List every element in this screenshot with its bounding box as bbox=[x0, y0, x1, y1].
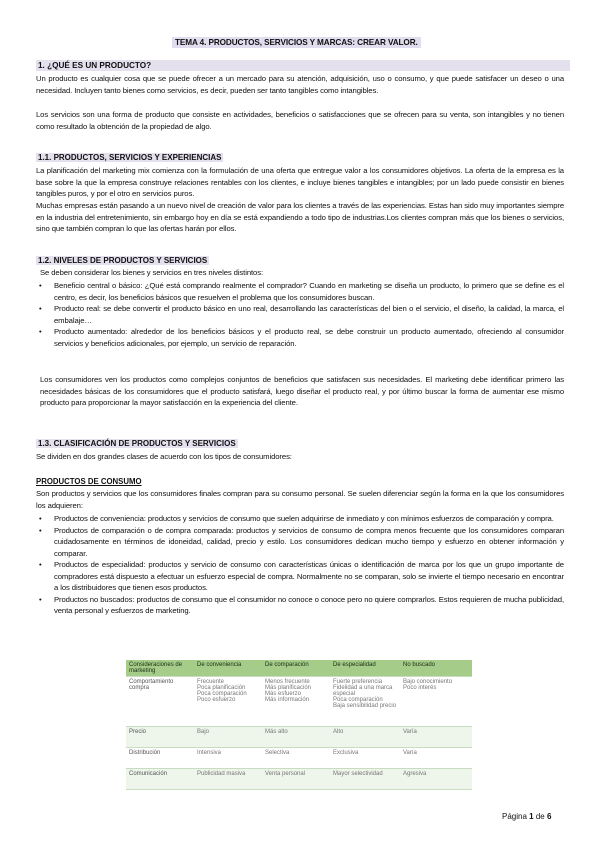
page-label: Página bbox=[502, 812, 527, 821]
table-cell: Distribución bbox=[126, 748, 194, 769]
list-item-text: Producto real: se debe convertir el producto básico en uno real, desarrollando las características del bien o el servicio, el diseño, la calidad, la marca, el embalaje… bbox=[54, 304, 564, 325]
list-item-text: Productos de conveniencia: productos y servicios de consumo que suelen adquirirse de inmediato y con mínimos esfuerzos de comparación y compra. bbox=[54, 514, 554, 523]
table-cell: Mayor selectividad bbox=[330, 769, 400, 790]
table-cell: Comportamiento compra bbox=[126, 677, 194, 727]
list-item bbox=[36, 594, 564, 617]
table-cell: Intensiva bbox=[194, 748, 262, 769]
paragraph: Los servicios son una forma de producto que consiste en actividades, beneficios o satisfacciones que se ofrecen para su venta, son intangibles y no tienen como resultado la obtención de la propiedad de algo. bbox=[36, 110, 564, 131]
bullet: • bbox=[39, 281, 42, 290]
table-cell: Alto bbox=[330, 727, 400, 748]
document-title: TEMA 4. PRODUCTOS, SERVICIOS Y MARCAS: CREAR VALOR. bbox=[172, 37, 421, 48]
table-cell: Selectiva bbox=[262, 748, 330, 769]
table-cell: Comunicación bbox=[126, 769, 194, 790]
page-of: de bbox=[535, 812, 545, 821]
table-cell: Frecuente Poca planificación Poca comparación Poco esfuerzo bbox=[194, 677, 262, 727]
section-heading-clasificacion bbox=[36, 439, 238, 448]
paragraph: Un producto es cualquier cosa que se puede ofrecer a un mercado para su atención, adquisición, uso o consumo, y que puede satisfacer un deseo o una necesidad. Incluyen tanto bienes como servicios, es decir, pueden ser tanto tangibles como intangibles. bbox=[36, 74, 564, 95]
list-item bbox=[36, 280, 564, 303]
table-header: De especialidad bbox=[330, 660, 400, 677]
section-heading-que-es-producto: 1. ¿QUÉ ES UN PRODUCTO? bbox=[36, 60, 570, 71]
list-item bbox=[36, 513, 564, 525]
table-row bbox=[126, 727, 472, 748]
list-item bbox=[36, 303, 564, 326]
subheading-productos-consumo: PRODUCTOS DE CONSUMO bbox=[36, 477, 142, 486]
table-row bbox=[126, 769, 472, 790]
list-item-text: Beneficio central o básico: ¿Qué está comprando realmente el comprador? Cuando en marketing se diseña un producto, lo primero que se define es el centro, es decir, los beneficios básicos que resuelven el problema que los consumidores buscan. bbox=[54, 281, 564, 302]
list-item-text: Productos de especialidad: productos y servicio de consumo con características únicas o identificación de marca por los que un grupo importante de compradores está dispuesto a efectuar un esfuerzo especial de compra. Normalmente no se comparan, solo se invierte el tiempo necesario en encontrar a los distribuidores que tienen esos productos. bbox=[54, 560, 564, 592]
bullet: • bbox=[39, 304, 42, 313]
heading-text: 1.3. CLASIFICACIÓN DE PRODUCTOS Y SERVICIOS bbox=[38, 439, 236, 448]
table-cell: Bajo conocimiento Poco interés bbox=[400, 677, 472, 727]
table-cell: Varía bbox=[400, 727, 472, 748]
table-header: Consideraciones de marketing bbox=[126, 660, 194, 677]
bullet-list-niveles bbox=[36, 280, 564, 349]
section-heading-productos-servicios-experiencias bbox=[36, 153, 223, 162]
table-header: De conveniencia bbox=[194, 660, 262, 677]
paragraph: Muchas empresas están pasando a un nuevo nivel de creación de valor para los clientes a través de las experiencias. Estas han sido muy importantes siempre en la industria del entretenimiento, sin embargo hoy en día se está expandiendo a todo tipo de industrias.Los clientes compran más que los bienes o servicios, sino que también compran lo que las ofertas harán por ellos. bbox=[36, 201, 564, 233]
list-item bbox=[36, 559, 564, 594]
list-item bbox=[36, 326, 564, 349]
table-header: No buscado bbox=[400, 660, 472, 677]
table-cell: Bajo bbox=[194, 727, 262, 748]
paragraph: Los consumidores ven los productos como complejos conjuntos de beneficios que satisfacen sus necesidades. El marketing debe identificar primero las necesidades básicas de los consumidores que el producto satisfará, luego diseñar el producto real, y por último buscar la forma de aumentar ese mismo producto para proporcionar la mayor satisfacción en la experiencia del cliente. bbox=[40, 375, 564, 407]
heading-text: 1.2. NIVELES DE PRODUCTOS Y SERVICIOS bbox=[38, 256, 208, 265]
table-header: De comparación bbox=[262, 660, 330, 677]
bullet: • bbox=[39, 560, 42, 569]
list-item-text: Productos de comparación o de compra comparada: productos y servicios de consumo de compra menos frecuente que los consumidores comparan cuidadosamente en términos de idoneidad, calidad, precio y estilo. Los consumidores dedican mucho tiempo y esfuerzo en obtener información y comparar. bbox=[54, 525, 564, 558]
page-number bbox=[502, 812, 551, 821]
paragraph: Son productos y servicios que los consumidores finales compran para su consumo personal. Se suelen diferenciar según la forma en la que los consumidores los adquieren: bbox=[36, 489, 564, 510]
list-item bbox=[36, 525, 564, 560]
bullet-list-consumo bbox=[36, 513, 564, 617]
page-current: 1 bbox=[529, 812, 534, 821]
table-cell: Fuerte preferencia Fidelidad a una marca especial Poca comparación Baja sensibilidad precio bbox=[330, 677, 400, 727]
table-header-row bbox=[126, 660, 472, 677]
table-cell: Exclusiva bbox=[330, 748, 400, 769]
table-cell: Agresiva bbox=[400, 769, 472, 790]
section-heading-niveles bbox=[36, 256, 209, 265]
paragraph-intro: Se deben considerar los bienes y servicios en tres niveles distintos: bbox=[40, 268, 263, 277]
table-cell: Más alto bbox=[262, 727, 330, 748]
heading-text: 1.1. PRODUCTOS, SERVICIOS Y EXPERIENCIAS bbox=[38, 153, 222, 162]
bullet: • bbox=[39, 327, 42, 336]
table-cell: Venta personal bbox=[262, 769, 330, 790]
list-item-text: Productos no buscados: productos de consumo que el consumidor no conoce o conoce pero no quiere comprarlos. Estos requieren de mucha publicidad, venta personal y esfuerzos de marketing. bbox=[54, 594, 564, 615]
table-cell: Menos frecuente Más planificación Más esfuerzo Más información bbox=[262, 677, 330, 727]
table-cell: Varía bbox=[400, 748, 472, 769]
table-cell: Publicidad masiva bbox=[194, 769, 262, 790]
bullet: • bbox=[39, 525, 42, 535]
page-total: 6 bbox=[546, 812, 552, 821]
paragraph-intro: Se dividen en dos grandes clases de acuerdo con los tipos de consumidores: bbox=[36, 452, 292, 461]
paragraph: La planificación del marketing mix comienza con la formulación de una oferta que entregue valor a los consumidores objetivos. La oferta de la empresa es la base sobre la que la empresa construye relaciones rentables con los clientes, e incluye bienes tangibles e intangibles; por un lado puede consistir en bienes tangibles puros, y por el otro en servicios puros. bbox=[36, 166, 564, 198]
table-row bbox=[126, 677, 472, 727]
classification-table bbox=[126, 660, 472, 790]
list-item-text: Producto aumentado: alrededor de los beneficios básicos y el producto real, se debe construir un producto aumentado, ofreciendo al consumidor servicios y beneficios adicionales, por ejemplo, un servicio de reparación. bbox=[54, 327, 564, 348]
bullet: • bbox=[39, 594, 42, 604]
bullet: • bbox=[39, 514, 42, 523]
table-row bbox=[126, 748, 472, 769]
table-cell: Precio bbox=[126, 727, 194, 748]
